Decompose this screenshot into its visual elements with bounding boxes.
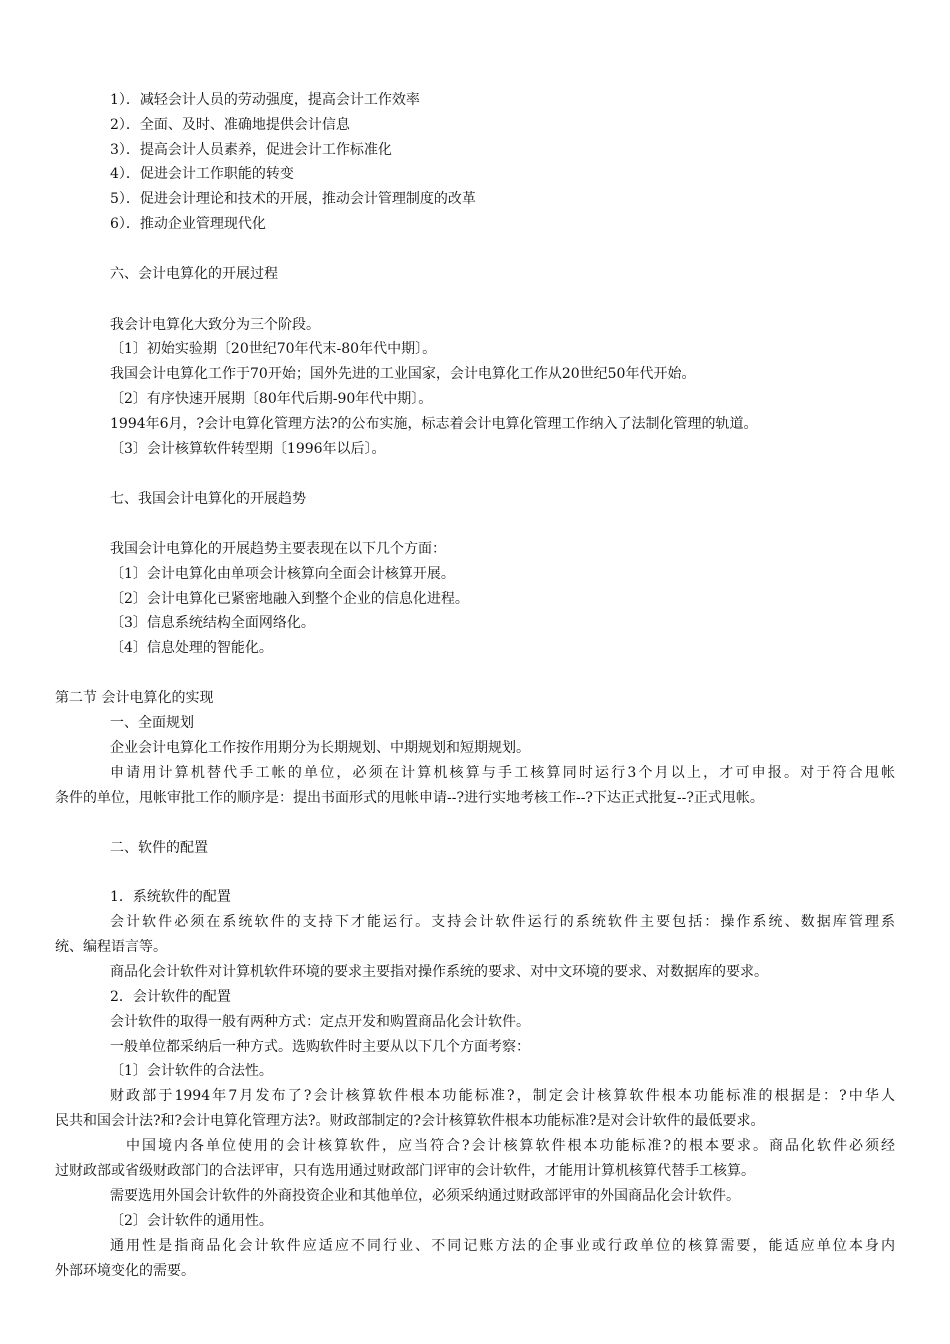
chapter2-p7-line2: 民共和国会计法?和?会计电算化管理方法?。财政部制定的?会计核算软件根本功能标准?是对会计软件的最低要求。: [55, 1113, 765, 1129]
significance-item-1: 1）．减轻会计人员的劳动强度，提高会计工作效率: [110, 92, 420, 108]
section7-intro: 我国会计电算化的开展趋势主要表现在以下几个方面：: [110, 541, 446, 557]
significance-item-6: 6）．推动企业管理现代化: [110, 216, 266, 232]
significance-item-5: 5）．促进会计理论和技术的开展，推动会计管理制度的改革: [110, 191, 476, 207]
chapter2-p6: 一般单位都采纳后一种方式。选购软件时主要从以下几个方面考察：: [110, 1039, 530, 1055]
significance-item-4: 4）．促进会计工作职能的转变: [110, 166, 294, 182]
chapter2-p3-line2: 统、编程语言等。: [55, 939, 167, 955]
chapter2-p3-line1: 会计软件必须在系统软件的支持下才能运行。支持会计软件运行的系统软件主要包括：操作系统、数据库管理系: [110, 914, 895, 930]
chapter2-p8-line2: 过财政部或省级财政部门的合法评审，只有选用通过财政部门评审的会计软件，才能用计算机核算代替手工核算。: [55, 1163, 755, 1179]
chapter2-sub2: 二、软件的配置: [110, 840, 208, 856]
section6-intro: 我会计电算化大致分为三个阶段。: [110, 317, 320, 333]
section7-line-3: 〔3〕信息系统结构全面网络化。: [110, 615, 315, 631]
section6-line-2: 我国会计电算化工作于70开始；国外先进的工业国家，会计电算化工作从20世纪50年代开始。: [110, 366, 696, 382]
chapter2-cond1: 〔1〕会计软件的合法性。: [110, 1063, 273, 1079]
chapter2-p4: 商品化会计软件对计算机软件环境的要求主要指对操作系统的要求、对中文环境的要求、对数据库的要求。: [110, 964, 768, 980]
section7-line-2: 〔2〕会计电算化已紧密地融入到整个企业的信息化进程。: [110, 591, 469, 607]
chapter2-p2-line1: 申请用计算机替代手工帐的单位，必须在计算机核算与手工核算同时运行3个月以上，才可申报。对于符合甩帐: [110, 765, 895, 781]
chapter2-p8-line1: 中国境内各单位使用的会计核算软件，应当符合?会计核算软件根本功能标准?的根本要求。商品化软件必须经: [126, 1138, 895, 1154]
section7-heading: 七、我国会计电算化的开展趋势: [110, 491, 306, 507]
chapter2-item1: 1．系统软件的配置: [110, 889, 231, 905]
chapter2-cond2: 〔2〕会计软件的通用性。: [110, 1213, 273, 1229]
chapter2-p5: 会计软件的取得一般有两种方式：定点开发和购置商品化会计软件。: [110, 1014, 530, 1030]
section7-line-1: 〔1〕会计电算化由单项会计核算向全面会计核算开展。: [110, 566, 455, 582]
chapter2-heading: 第二节 会计电算化的实现: [55, 690, 214, 706]
section6-line-5: 〔3〕会计核算软件转型期〔1996年以后〕。: [110, 441, 386, 457]
section7-line-4: 〔4〕信息处理的智能化。: [110, 640, 273, 656]
chapter2-p10-line1: 通用性是指商品化会计软件应适应不同行业、不同记账方法的企事业或行政单位的核算需要，能适应单位本身内: [110, 1238, 895, 1254]
chapter2-p2-line2: 条件的单位，甩帐审批工作的顺序是：提出书面形式的甩帐申请--?进行实地考核工作--?下达正式批复--?正式甩帐。: [55, 790, 764, 806]
chapter2-item2: 2．会计软件的配置: [110, 989, 231, 1005]
chapter2-p9: 需要选用外国会计软件的外商投资企业和其他单位，必须采纳通过财政部评审的外国商品化会计软件。: [110, 1188, 740, 1204]
section6-heading: 六、会计电算化的开展过程: [110, 266, 278, 282]
chapter2-p7-line1: 财政部于1994年7月发布了?会计核算软件根本功能标准?，制定会计核算软件根本功能标准的根据是：?中华人: [110, 1088, 895, 1104]
significance-item-2: 2）．全面、及时、准确地提供会计信息: [110, 117, 350, 133]
significance-item-3: 3）．提高会计人员素养，促进会计工作标准化: [110, 142, 392, 158]
section6-line-1: 〔1〕初始实验期〔20世纪70年代末-80年代中期〕。: [110, 341, 437, 357]
chapter2-p1: 企业会计电算化工作按作用期分为长期规划、中期规划和短期规划。: [110, 740, 530, 756]
section6-line-3: 〔2〕有序快速开展期〔80年代后期-90年代中期〕。: [110, 391, 433, 407]
chapter2-p10-line2: 外部环境变化的需要。: [55, 1263, 195, 1279]
chapter2-sub1: 一、全面规划: [110, 715, 194, 731]
section6-line-4: 1994年6月，?会计电算化管理方法?的公布实施，标志着会计电算化管理工作纳入了法制化管理的轨道。: [110, 416, 758, 432]
